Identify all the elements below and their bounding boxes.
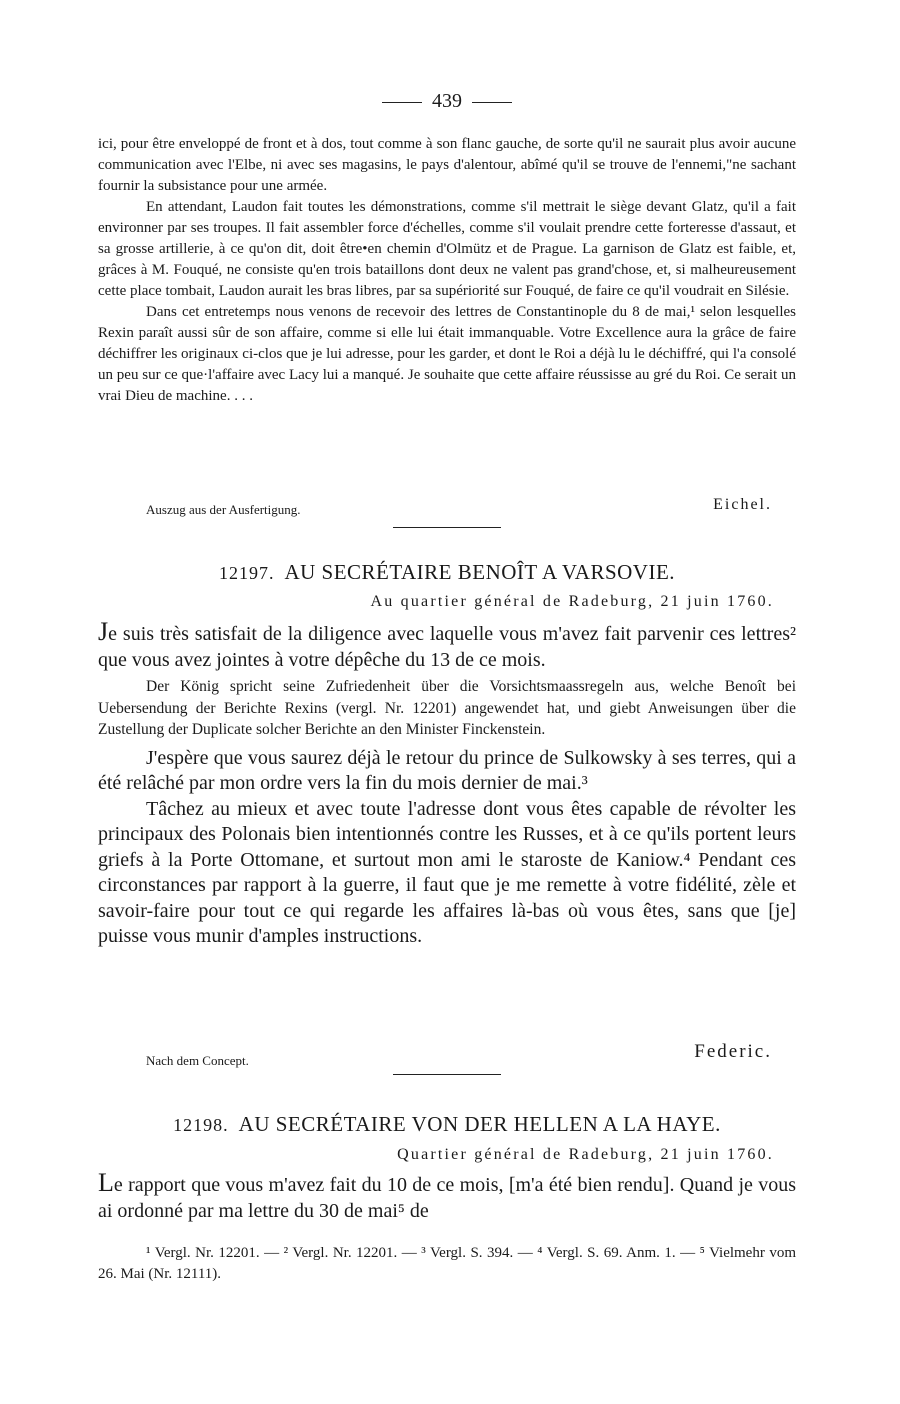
separator-rule (393, 1074, 501, 1075)
paragraph-2: En attendant, Laudon fait toutes les démonstrations, comme s'il mettrait le siège devant Glatz, qu'il a fait environner par ses troupes. Il fait assembler force d'échelles, comme s'il voulait prendre cette forteresse d'assaut, et sa grosse artillerie, à ce qu'on dit, doit être•en chemin d'Olmütz et de Prague. La garnison de Glatz est faible, et, grâces à M. Fouqué, ne consiste qu'en trois bataillons dont deux ne valent pas grand'chose, et, si malheureusement cette place tombait, Laudon aurait les bras libres, par sa supériorité sur Fouqué, de faire ce qu'il voudrait en Silésie. (98, 199, 796, 299)
letter-heading (98, 1112, 796, 1137)
page-number (98, 90, 796, 113)
opening-text: e rapport que vous m'avez fait du 10 de ce mois, [m'a été bien rendu]. Quand je vous ai ordonné par ma lettre du 30 de mai⁵ de (98, 1174, 796, 1222)
letter-12198-body (98, 1170, 796, 1224)
footnotes (98, 1243, 796, 1285)
continued-letter (98, 134, 796, 407)
letter-12197-body (98, 619, 796, 950)
paragraph-1: ici, pour être enveloppé de front et à dos, tout comme à son flanc gauche, de sorte qu'il ne saurait plus avoir aucune communication avec l'Elbe, ni avec ses magasins, le pays d'alentour, abîmé qu'il se trouve de l'ennemi,"ne sachant fournir la subsistance pour une armée. (98, 136, 796, 194)
dateline: Au quartier général de Radeburg, 21 juin 1760. (370, 593, 774, 610)
paragraph-opening (98, 1170, 796, 1224)
footnote-text: ¹ Vergl. Nr. 12201. — ² Vergl. Nr. 12201. — ³ Vergl. S. 394. — ⁴ Vergl. S. 69. Anm. 1. — ⁵ Vielmehr vom 26. Mai (Nr. 12111). (98, 1245, 796, 1282)
letter-number: 12198. (173, 1115, 229, 1135)
source-note: Auszug aus der Ausfertigung. (146, 502, 301, 517)
source-note: Nach dem Concept. (146, 1053, 249, 1068)
separator-rule (393, 527, 501, 528)
initial-letter: J (98, 617, 109, 646)
letter-number: 12197. (218, 563, 275, 583)
signature: Eichel. (713, 496, 772, 513)
page-number-dash-left (382, 102, 422, 103)
summary-paragraph: Der König spricht seine Zufriedenheit über die Vorsichtsmaassregeln aus, welche Benoît bei Uebersendung der Berichte Rexins (vergl. Nr. 12201) angewendet hat, und giebt Anweisungen über die Zustellung der Duplicate solcher Berichte an den Minister Finckenstein. (98, 678, 796, 738)
page-number-text: 439 (432, 90, 462, 112)
letter-heading (98, 560, 796, 585)
paragraph-opening (98, 619, 796, 673)
paragraph-3: Tâchez au mieux et avec toute l'adresse dont vous êtes capable de révolter les principaux des Polonais bien intentionnés contre les Russes, et à ce qu'ils portent leurs griefs à la Porte Ottomane, et surtout mon ami le staroste de Kaniow.⁴ Pendant ces circonstances par rapport à la guerre, il faut que je me remette à votre fidélité, zèle et savoir-faire pour tout ce qui regarde les affaires là-bas où vous êtes, sans que [je] puisse vous munir d'amples instructions. (98, 797, 796, 947)
dateline: Quartier général de Radeburg, 21 juin 1760. (397, 1146, 774, 1163)
initial-letter: L (98, 1168, 114, 1197)
signature: Federic. (694, 1041, 772, 1062)
paragraph-2: J'espère que vous saurez déjà le retour du prince de Sulkowsky à ses terres, qui a été relâché par mon ordre vers la fin du mois dernier de mai.³ (98, 746, 796, 794)
paragraph-3: Dans cet entretemps nous venons de recevoir des lettres de Constantinople du 8 de mai,¹ selon lesquelles Rexin paraît aussi sûr de son affaire, comme si elle lui était immanquable. Votre Excellence aura la grâce de faire déchiffrer les originaux ci-clos que je lui adresse, pour les garder, et dont le Roi a déjà lu le déchiffré, qui l'a consolé un peu sur ce que·l'affaire avec Lacy lui a manqué. Je souhaite que cette affaire réussisse au gré du Roi. Ce serait un vrai Dieu de machine. . . . (98, 304, 796, 404)
opening-text: e suis très satisfait de la diligence avec laquelle vous m'avez fait parvenir ces lettres² que vous avez jointes à votre dépêche du 13 de ce mois. (98, 623, 796, 671)
page-number-dash-right (472, 102, 512, 103)
letter-title: AU SECRÉTAIRE BENOÎT A VARSOVIE. (284, 560, 676, 584)
letter-title: AU SECRÉTAIRE VON DER HELLEN A LA HAYE. (238, 1112, 721, 1136)
